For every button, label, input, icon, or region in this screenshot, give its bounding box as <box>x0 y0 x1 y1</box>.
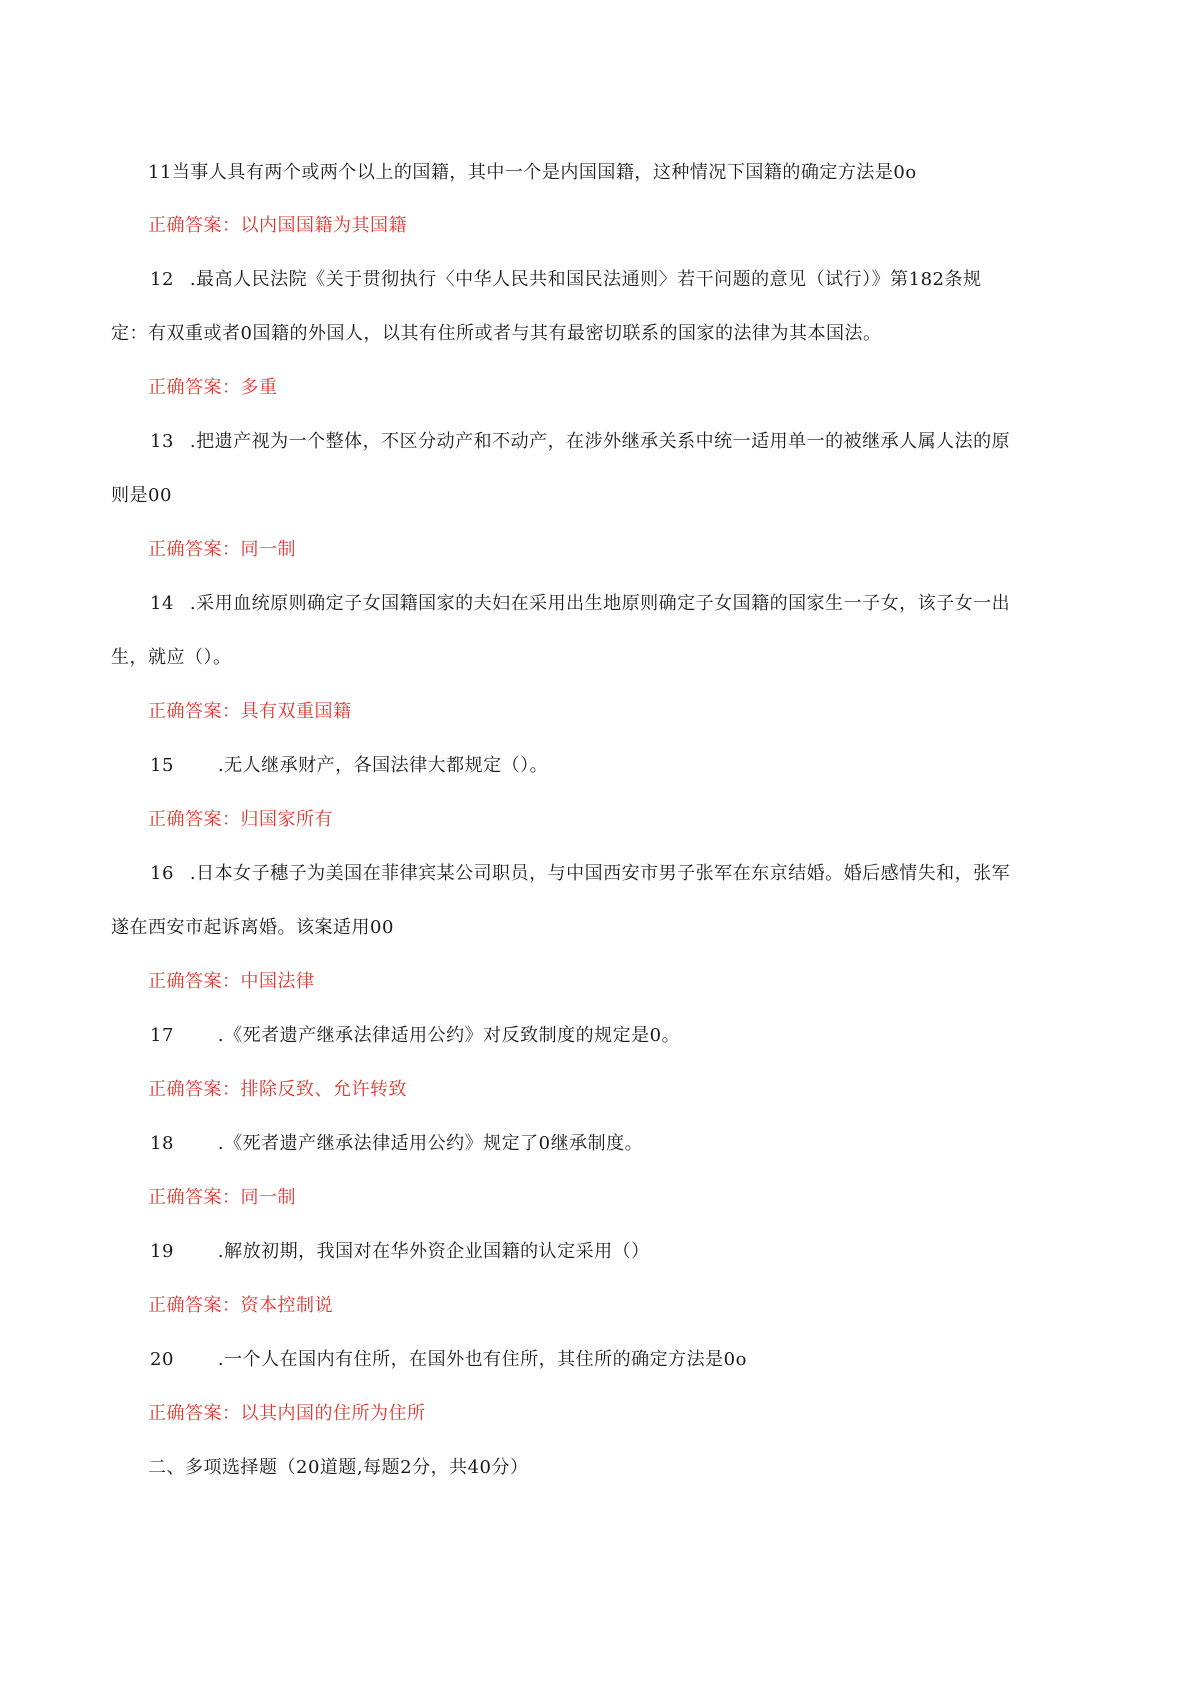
question-text: .一个人在国内有住所，在国外也有住所，其住所的确定方法是0o <box>217 1349 747 1370</box>
question-number: 15 <box>150 755 174 776</box>
question-12 <box>150 268 981 292</box>
question-14 <box>150 592 1010 616</box>
answer-12: 正确答案：多重 <box>148 377 278 398</box>
question-text: .日本女子穗子为美国在菲律宾某公司职员，与中国西安市男子张军在东京结婚。婚后感情失和，张军 <box>189 863 1011 884</box>
question-19 <box>150 1240 650 1264</box>
question-15 <box>150 754 548 778</box>
answer-13: 正确答案：同一制 <box>148 539 296 560</box>
answer-11: 正确答案：以内国国籍为其国籍 <box>148 215 407 236</box>
question-number: 13 <box>150 431 174 452</box>
question-text: 当事人具有两个或两个以上的国籍，其中一个是内国国籍，这种情况下国籍的确定方法是0o <box>171 162 917 183</box>
question-text: .《死者遗产继承法律适用公约》规定了0继承制度。 <box>217 1133 644 1154</box>
answer-18: 正确答案：同一制 <box>148 1187 296 1208</box>
answer-15: 正确答案：归国家所有 <box>148 809 333 830</box>
question-text: .把遗产视为一个整体，不区分动产和不动产，在涉外继承关系中统一适用单一的被继承人属人法的原 <box>189 431 1011 452</box>
question-14-continued: 生，就应（）。 <box>111 647 232 668</box>
question-text: .《死者遗产继承法律适用公约》对反致制度的规定是0。 <box>217 1025 681 1046</box>
question-11 <box>148 161 917 185</box>
question-13-continued: 则是00 <box>111 485 172 506</box>
question-number: 12 <box>150 269 174 290</box>
question-number: 18 <box>150 1133 174 1154</box>
section-heading: 二、多项选择题（20道题,每题2分，共40分） <box>148 1457 529 1478</box>
question-12-continued: 定：有双重或者0国籍的外国人，以其有住所或者与其有最密切联系的国家的法律为其本国法。 <box>111 323 882 344</box>
question-16-continued: 遂在西安市起诉离婚。该案适用00 <box>111 917 394 938</box>
question-number: 20 <box>150 1349 174 1370</box>
question-16 <box>150 862 1010 886</box>
question-number: 17 <box>150 1025 174 1046</box>
question-13 <box>150 430 1010 454</box>
question-text: .解放初期，我国对在华外资企业国籍的认定采用（） <box>217 1241 650 1262</box>
question-text: .最高人民法院《关于贯彻执行〈中华人民共和国民法通则〉若干问题的意见（试行）》第182条规 <box>189 269 982 290</box>
answer-17: 正确答案：排除反致、允许转致 <box>148 1079 407 1100</box>
question-17 <box>150 1024 680 1048</box>
question-number: 16 <box>150 863 174 884</box>
answer-16: 正确答案：中国法律 <box>148 971 315 992</box>
answer-20: 正确答案：以其内国的住所为住所 <box>148 1403 426 1424</box>
question-text: .采用血统原则确定子女国籍国家的夫妇在采用出生地原则确定子女国籍的国家生一子女，该子女一出 <box>189 593 1011 614</box>
question-number: 11 <box>148 162 172 183</box>
question-text: .无人继承财产，各国法律大都规定（）。 <box>217 755 549 776</box>
question-number: 14 <box>150 593 174 614</box>
question-20 <box>150 1348 747 1372</box>
question-number: 19 <box>150 1241 174 1262</box>
answer-14: 正确答案：具有双重国籍 <box>148 701 352 722</box>
question-18 <box>150 1132 643 1156</box>
answer-19: 正确答案：资本控制说 <box>148 1295 333 1316</box>
